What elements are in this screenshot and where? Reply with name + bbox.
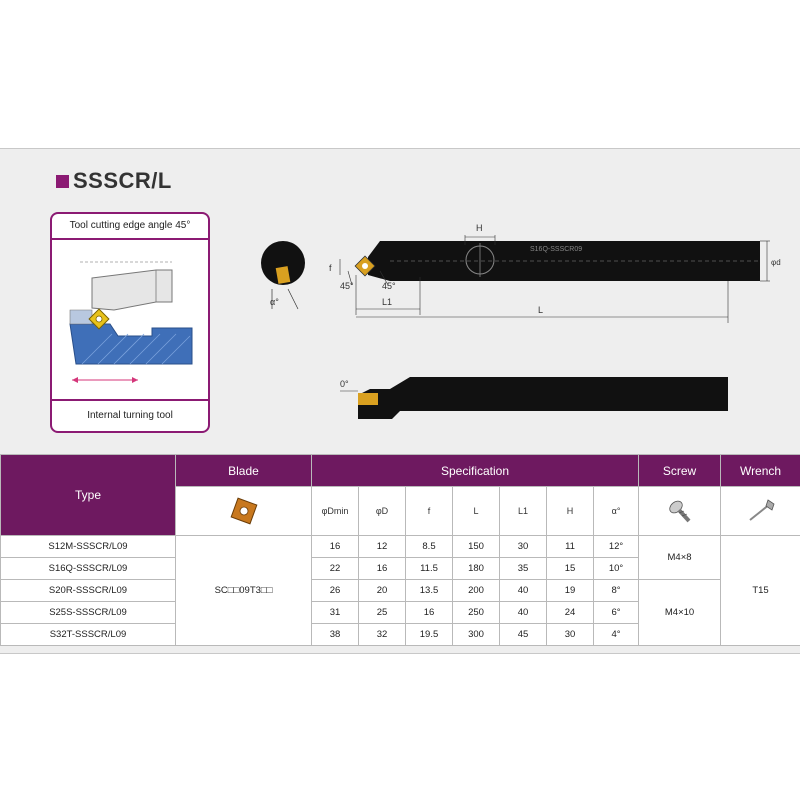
wrench-image-cell <box>721 487 800 536</box>
table-row-type: S32T-SSSCR/L09 <box>1 624 176 646</box>
h-label: H <box>476 223 483 233</box>
top-view <box>329 223 781 323</box>
cell-dmin: 31 <box>312 602 359 624</box>
shank-label: S16Q-SSSCR09 <box>530 246 583 253</box>
spec-header-dmin: φDmin <box>312 487 359 536</box>
cell-l: 300 <box>453 624 500 646</box>
d-label: φd <box>771 258 781 267</box>
side-view <box>340 377 728 419</box>
angle-45-right: 45° <box>382 281 396 291</box>
cell-f: 8.5 <box>406 536 453 558</box>
cell-d: 12 <box>359 536 406 558</box>
zero-angle-label: 0° <box>340 379 349 389</box>
title-square-icon <box>56 175 69 188</box>
cell-h: 11 <box>547 536 594 558</box>
cell-h: 15 <box>547 558 594 580</box>
insert-icon <box>227 494 261 528</box>
cell-l1: 40 <box>500 580 547 602</box>
end-view <box>261 241 305 309</box>
cell-l: 150 <box>453 536 500 558</box>
cell-l1: 40 <box>500 602 547 624</box>
cell-f: 11.5 <box>406 558 453 580</box>
cell-d: 32 <box>359 624 406 646</box>
table-row-type: S12M-SSSCR/L09 <box>1 536 176 558</box>
cell-l: 250 <box>453 602 500 624</box>
title-text: SSSCR/L <box>73 168 172 193</box>
spec-header-alpha: α° <box>594 487 639 536</box>
cell-alpha: 6° <box>594 602 639 624</box>
cell-h: 30 <box>547 624 594 646</box>
cell-l1: 35 <box>500 558 547 580</box>
spec-table <box>0 454 800 646</box>
spec-header-l: L <box>453 487 500 536</box>
cell-l1: 30 <box>500 536 547 558</box>
spec-header-d: φD <box>359 487 406 536</box>
application-card <box>50 212 210 433</box>
wrench-cell: T15 <box>721 536 800 646</box>
cell-d: 20 <box>359 580 406 602</box>
col-wrench-header: Wrench <box>721 455 800 487</box>
spec-header-f: f <box>406 487 453 536</box>
cell-l: 180 <box>453 558 500 580</box>
cell-l1: 45 <box>500 624 547 646</box>
l1-label: L1 <box>382 297 393 307</box>
col-screw-header: Screw <box>639 455 721 487</box>
blade-image-cell <box>176 487 312 536</box>
table-row-type: S25S-SSSCR/L09 <box>1 602 176 624</box>
wrench-icon <box>744 496 778 526</box>
tool-drawings <box>240 205 800 435</box>
screw-cell-a: M4×8 <box>639 536 721 580</box>
cell-h: 19 <box>547 580 594 602</box>
cell-dmin: 22 <box>312 558 359 580</box>
card-footer: Internal turning tool <box>52 399 208 431</box>
angle-45-left: 45° <box>340 281 354 291</box>
screw-cell-b: M4×10 <box>639 580 721 646</box>
cell-dmin: 26 <box>312 580 359 602</box>
cell-f: 13.5 <box>406 580 453 602</box>
cell-alpha: 4° <box>594 624 639 646</box>
cell-l: 200 <box>453 580 500 602</box>
f-label: f <box>329 263 332 273</box>
cell-d: 16 <box>359 558 406 580</box>
internal-turning-illustration <box>52 240 204 397</box>
cell-alpha: 8° <box>594 580 639 602</box>
alpha-label: α° <box>270 297 279 307</box>
cell-f: 16 <box>406 602 453 624</box>
table-row-type: S20R-SSSCR/L09 <box>1 580 176 602</box>
screw-image-cell <box>639 487 721 536</box>
blade-code-cell: SC□□09T3□□ <box>176 536 312 646</box>
cell-f: 19.5 <box>406 624 453 646</box>
cell-dmin: 16 <box>312 536 359 558</box>
spec-header-h: H <box>547 487 594 536</box>
cell-dmin: 38 <box>312 624 359 646</box>
card-header: Tool cutting edge angle 45° <box>52 214 208 240</box>
l-label: L <box>538 305 544 315</box>
page-title <box>56 168 172 194</box>
col-blade-header: Blade <box>176 455 312 487</box>
cell-alpha: 12° <box>594 536 639 558</box>
cell-d: 25 <box>359 602 406 624</box>
table-row-type: S16Q-SSSCR/L09 <box>1 558 176 580</box>
screw-icon <box>665 496 695 526</box>
cell-alpha: 10° <box>594 558 639 580</box>
col-type-header: Type <box>1 455 176 536</box>
cell-h: 24 <box>547 602 594 624</box>
spec-header-l1: L1 <box>500 487 547 536</box>
col-spec-header: Specification <box>312 455 639 487</box>
